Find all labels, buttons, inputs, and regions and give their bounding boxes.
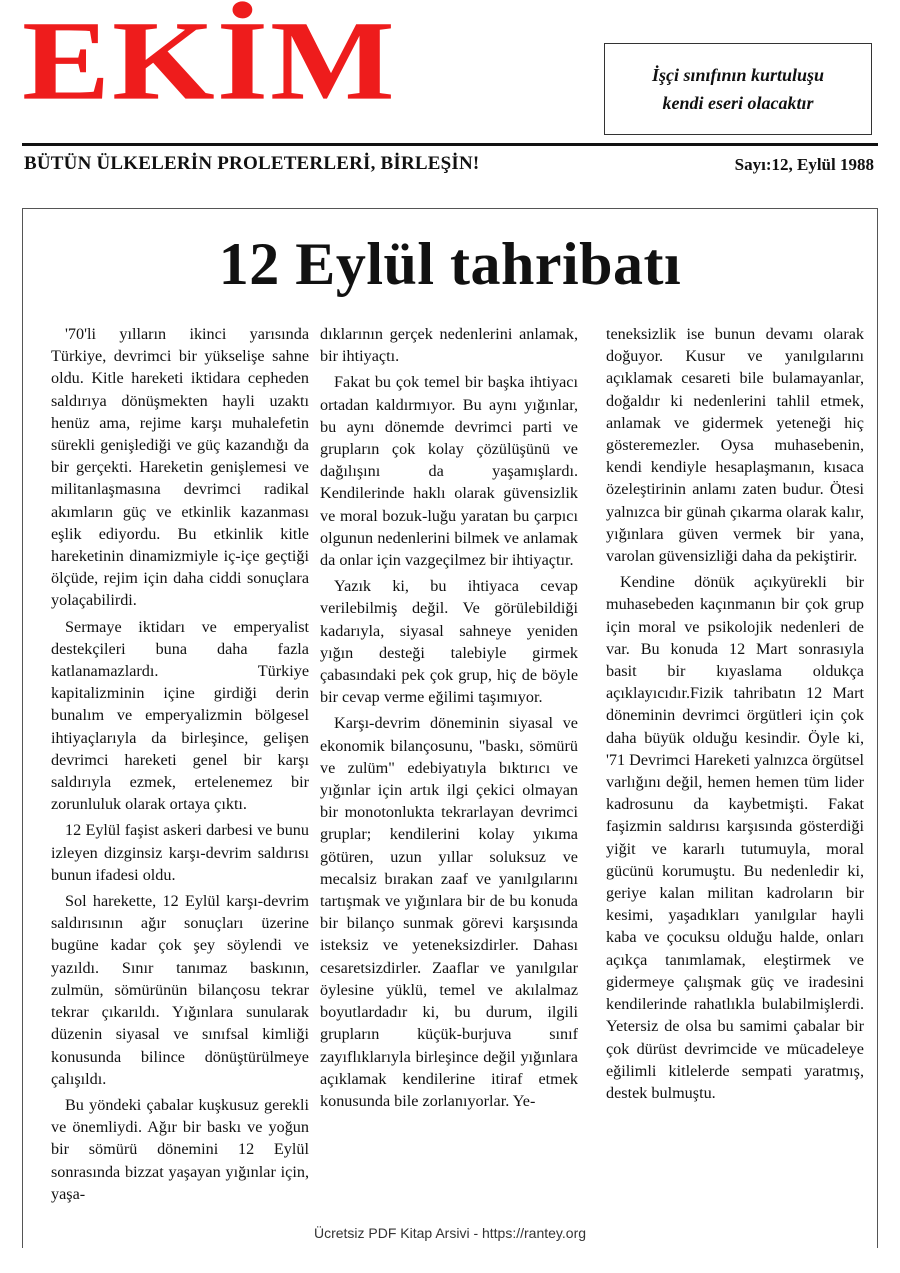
paragraph: Sermaye iktidarı ve emperyalist destekçileri buna daha fazla katlanamazlardı. Türkiye kapitalizminin içine girdiği derin bunalım ve emperyalizmin bölgesel ihtiyaçlarıyla da birleşince, gelişen devrimci hareketi genel bir karşı saldırıyla ezmek, ertelenemez bir zorunluluk olarak ortaya çıktı. xyxy=(51,617,309,814)
paragraph: '70'li yılların ikinci yarısında Türkiye, devrimci bir yükselişe sahne oldu. Kitle hareketi iktidara cepheden saldırıya dönüşmekten hayli uzaktı henüz ama, rejime karşı muhalefetin sürekli genişlediği ve güç kazandığı da bir gerçekti. Hareketin genişlemesi ve militanlaşmasına devrimci radikal akımların güç ve etkinlik kazanması eşlik ediyordu. Bu etkinlik kitle hareketinin dinamizmiyle iç-içe geçtiği ölçüde, rejim için daha ciddi sonuçlara yolaçabilirdi. xyxy=(51,325,309,610)
article-title: 12 Eylül tahribatı xyxy=(218,231,682,297)
paragraph: 12 Eylül faşist askeri darbesi ve bunu izleyen dizginsiz karşı-devrim saldırısı bunun ifadesi oldu. xyxy=(51,821,309,884)
article-column-1 xyxy=(51,323,309,1209)
paragraph: Yazık ki, bu ihtiyaca cevap verilebilmiş değil. Ve görülebildiği kadarıyla, siyasal sahneye yeniden yığın desteği talebiyle girmek çabasındaki pek çok grup, hiç de böyle bir cevap verme eğilimi taşımıyor. xyxy=(320,577,578,707)
article-column-3 xyxy=(606,323,864,1108)
motto-line-2: kendi eseri olacaktır xyxy=(662,93,814,113)
paragraph: Bu yöndeki çabalar kuşkusuz gerekli ve önemliydi. Ağır bir baskı ve yoğun bir sömürü dönemini 12 Eylül sonrasında bizzat yaşayan yığınlar için, yaşa- xyxy=(51,1095,309,1203)
article-column-2 xyxy=(320,323,578,1116)
motto-box xyxy=(604,43,872,135)
paragraph: Karşı-devrim döneminin siyasal ve ekonomik bilançosunu, "baskı, sömürü ve zulüm" edebiyatıyla bıktırıcı ve yığınlar için artık ilgi çekici olmayan bir monotonlukta tekrarlayan devrimci gruplar; kendilerini kolay yıkıma götüren, uzun yıllar soluksuz ve mecalsiz bırakan zaaf ve yanılgılarını tartışmak ve yığınlara bir de bu konuda bir bilanço sunmak görevi karşısında isteksiz ve yeteneksizdirler. Dahası cesaretsizdirler. Zaaflar ve yanılgılar öylesine yüklü, temel ve akılalmaz boyutlardadır ki, bu durum, ilgili grupların küçük-burjuva sınıf zayıflıklarıyla birleşince değil yığınlara açıklamak kendilerine itiraf etmek konusunda bile zorlanıyorlar. Ye- xyxy=(320,714,578,1110)
issue-info: Sayı:12, Eylül 1988 xyxy=(734,155,874,174)
paragraph: teneksizlik ise bunun devamı olarak doğuyor. Kusur ve yanılgılarını açıklamak cesareti bile bulamayanlar, doğaldır ki nedenlerini tahlil etmek, anlamak ve gidermek yeteneği hiç gösteremezler. Oysa muhasebenin, kendi kendiyle hesaplaşmanın, kısaca özeleştirinin anlamı zaten budur. Ötesi yalnızca bir günah çıkarma olarak kalır, yığınlara güven vermek bir yana, varolan güvensizliği daha da pekiştirir. xyxy=(606,325,864,566)
paragraph: Kendine dönük açıkyürekli bir muhasebeden kaçınmanın bir çok grup için moral ve psikolojik nedenleri de var. Bu konuda 12 Mart sonrasıyla basit bir kıyaslama oldukça açıklayıcıdır.Fizik tahribatın 12 Mart döneminin devrimci örgütleri için çok daha büyük olduğu kesindir. Öyle ki, '71 Devrimci Hareketi yalnızca örgütsel varlığını değil, hemen hemen tüm lider kadrosunu da kaybetmişti. Fakat faşizmin saldırısı karşısında gösterdiği yiğit ve kararlı tutumuyla, moral gücünü korumuştu. Bu nedenledir ki, geriye kalan militan kadroların bir kesimi, yaşadıkları yanılgılar hayli kaba ve çocuksu olduğu halde, onları açıkça tanımlamak, eleştirmek ve gidermeye çalışmak güç ve iradesini kendilerinde rahatlıkla bulabilmişlerdi. Yetersiz de olsa bu samimi çabalar bir çok dürüst devrimcide ve mücadeleye eğilimli kitlelerde sempati yaratmış, destek bulmuştu. xyxy=(606,573,864,1102)
ekim-logo: EKİM xyxy=(22,0,397,124)
masthead-rule xyxy=(22,143,878,146)
motto-line-1: İşçi sınıfının kurtuluşu xyxy=(651,65,825,85)
watermark-link[interactable]: Ücretsiz PDF Kitap Arsivi - https://rantey.org xyxy=(313,1225,587,1241)
paragraph: dıklarının gerçek nedenlerini anlamak, bir ihtiyaçtı. xyxy=(320,325,578,366)
paragraph: Fakat bu çok temel bir başka ihtiyacı ortadan kaldırmıyor. Bu aynı yığınlar, bu aynı dönemde devrimci parti ve grupların çok kolay çözülüşünü ve dağılışını da yaşamışlardı. Kendilerinde haklı olarak güvensizlik ve moral bozuk-luğu yaratan bu çarpıcı olgunun nedenlerini bilmek ve anlamak da onlar için vazgeçilmez bir ihtiyaçtır. xyxy=(320,373,578,570)
slogan: BÜTÜN ÜLKELERİN PROLETERLERİ, BİRLEŞİN! xyxy=(24,153,480,174)
paragraph: Sol harekette, 12 Eylül karşı-devrim saldırısının ağır sonuçları üzerine bugüne kadar çok şey söylendi ve yazıldı. Sınır tanımaz baskının, zulmün, sömürünün bilançosu tekrar tekrar çıkarıldı. Yığınlara sunularak düzenin siyasal ve sınıfsal kimliği konusunda bilince dönüştürülmeye çalışıldı. xyxy=(51,892,309,1088)
